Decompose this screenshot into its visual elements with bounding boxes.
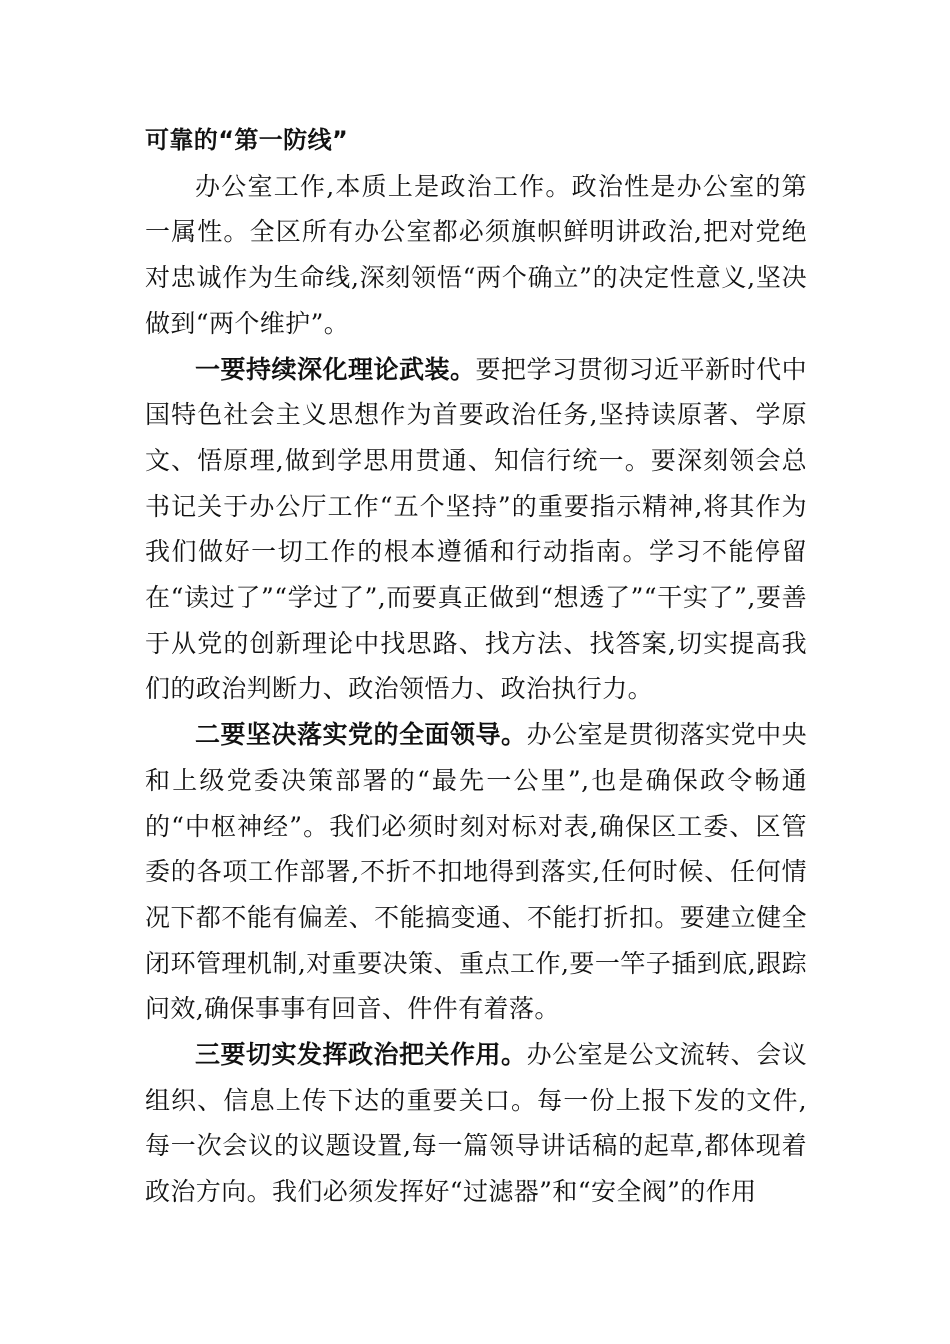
paragraph-body: 办公室是贯彻落实党中央和上级党委决策部署的“最先一公里”,也是确保政令畅通的“中枢神经”。我们必须时刻对标对表,确保区工委、区管委的各项工作部署,不折不扣地得到落实,任何时候、任何情况下都不能有偏差、不能搞变通、不能打折扣。要建立健全闭环管理机制,对重要决策、重点工作,要一竿子插到底,跟踪问效,确保事事有回音、件件有着落。	[145, 720, 808, 1024]
intro-paragraph: 办公室工作,本质上是政治工作。政治性是办公室的第一属性。全区所有办公室都必须旗帜鲜明讲政治,把对党绝对忠诚作为生命线,深刻领悟“两个确立”的决定性意义,坚决做到“两个维护”。	[145, 171, 807, 338]
paragraph-body: 办公室是公文流转、会议组织、信息上传下达的重要关口。每一份上报下发的文件,每一次会议的议题设置,每一篇领导讲话稿的起草,都体现着政治方向。我们必须发挥好“过滤器”和“安全阀”的作用	[145, 1040, 808, 1207]
paragraph-lead: 一要持续深化理论武装。	[195, 354, 476, 384]
paragraph-leadership	[145, 712, 807, 1032]
paragraph-body: 要把学习贯彻习近平新时代中国特色社会主义思想作为首要政治任务,坚持读原著、学原文、悟原理,做到学思用贯通、知信行统一。要深刻领会总书记关于办公厅工作“五个坚持”的重要指示精神,将其作为我们做好一切工作的根本遵循和行动指南。学习不能停留在“读过了”“学过了”,而要真正做到“想透了”“干实了”,要善于从党的创新理论中找思路、找方法、找答案,切实提高我们的政治判断力、政治领悟力、政治执行力。	[145, 354, 807, 704]
paragraph-gatekeeping	[145, 1032, 807, 1215]
document-body	[145, 118, 807, 1215]
paragraph-theory	[145, 347, 807, 713]
paragraph-lead: 二要坚决落实党的全面领导。	[195, 720, 527, 750]
section-heading: 可靠的“第一防线”	[145, 126, 349, 154]
paragraph-lead: 三要切实发挥政治把关作用。	[195, 1040, 527, 1070]
